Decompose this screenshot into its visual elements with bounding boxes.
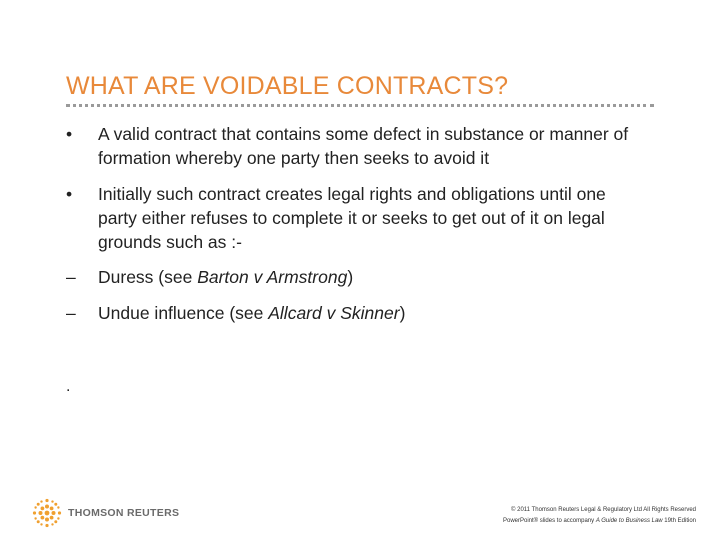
dash-mark: – — [66, 303, 76, 323]
logo-wordmark: THOMSON REUTERS — [68, 507, 180, 519]
sub-item-suffix: ) — [347, 267, 354, 287]
dash-mark: – — [66, 267, 76, 287]
sub-item-prefix: Duress (see — [98, 267, 198, 287]
sub-item-suffix: ) — [399, 303, 406, 323]
case-name: Allcard v Skinner — [268, 303, 400, 323]
bullet-text: A valid contract that contains some defect in substance or manner of formation whereby one party then seeks to avoid it — [98, 124, 629, 168]
bullet-text: Initially such contract creates legal rights and obligations until one party either refuses to complete it or seeks to get out of it on legal grounds such as :- — [98, 184, 606, 252]
edition-suffix: 19th Edition — [662, 518, 696, 524]
edition-prefix: PowerPoint® slides to accompany — [503, 518, 596, 524]
slide-title: WHAT ARE VOIDABLE CONTRACTS? — [66, 72, 509, 100]
book-title: A Guide to Business Law — [595, 518, 663, 524]
thomson-reuters-logo — [30, 496, 179, 530]
sub-item-text — [98, 301, 646, 325]
sub-item-prefix: Undue influence (see — [98, 303, 269, 323]
case-name: Barton v Armstrong — [197, 267, 348, 287]
copyright-notice — [396, 505, 696, 527]
sub-item-text — [98, 265, 646, 289]
copyright-line: © 2011 Thomson Reuters Legal & Regulatory Ltd All Rights Reserved — [511, 507, 696, 513]
bullet-item — [66, 122, 646, 170]
bullet-mark: • — [66, 124, 73, 144]
edition-line — [396, 516, 696, 527]
title-divider — [66, 104, 654, 107]
reuters-dots-icon — [30, 496, 64, 530]
sub-item — [66, 265, 646, 289]
bullet-item — [66, 182, 646, 254]
sub-item — [66, 301, 646, 325]
trailing-mark: . — [66, 378, 71, 395]
bullet-mark: • — [66, 184, 73, 204]
